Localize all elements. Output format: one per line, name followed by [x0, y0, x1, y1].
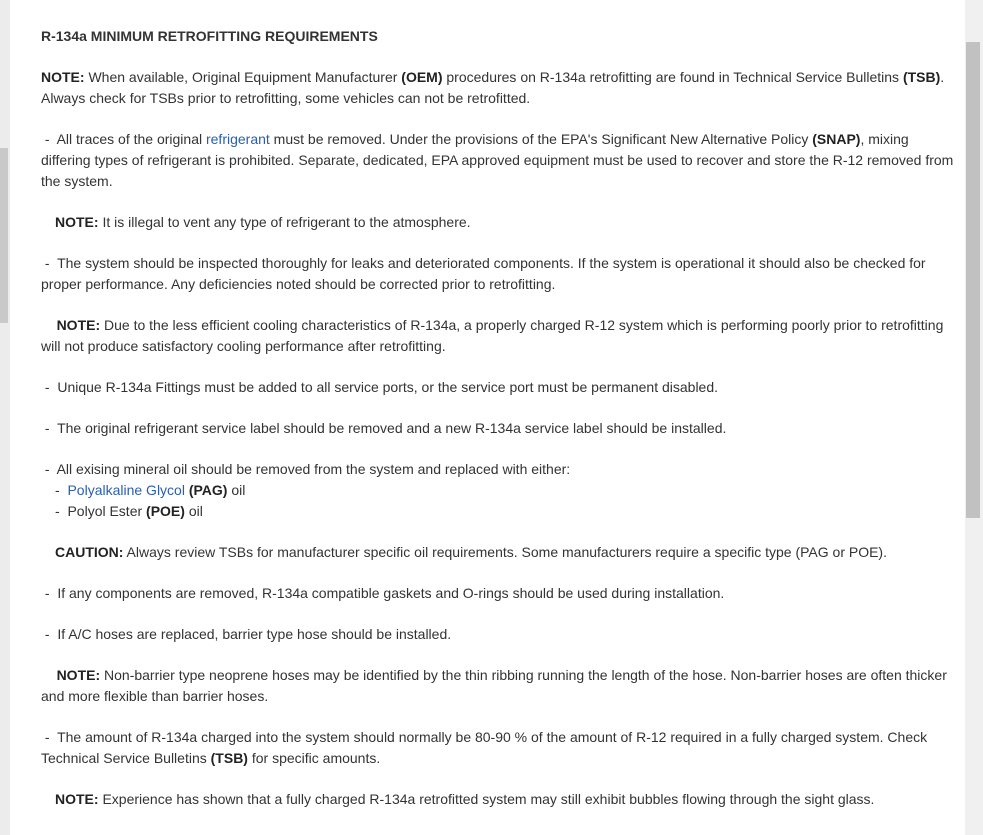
vertical-scrollbar[interactable]	[965, 0, 983, 835]
document-content	[41, 26, 956, 830]
polyalkaline-glycol-link[interactable]: Polyalkaline Glycol	[67, 482, 185, 498]
note-vent: NOTE: It is illegal to vent any type of refrigerant to the atmosphere.	[55, 214, 471, 230]
list-item-remove-refrigerant: - All traces of the original refrigerant must be removed. Under the provisions of the EPA's Significant New Alternative Policy (SNAP), mixing differing types of refrigerant is prohibited. Separate, dedicated, EPA approved equipment must be used to recover and store the R-12 removed from the system.	[41, 131, 954, 189]
list-item-charge: - The amount of R-134a charged into the system should normally be 80-90 % of the amount of R-12 required in a fully charged system. Check Technical Service Bulletins (TSB) for specific amounts.	[41, 729, 928, 766]
note-label: NOTE:	[56, 667, 101, 683]
page-title: R-134a MINIMUM RETROFITTING REQUIREMENTS	[41, 28, 378, 44]
refrigerant-link[interactable]: refrigerant	[205, 131, 270, 147]
list-item-fittings: - Unique R-134a Fittings must be added to all service ports, or the service port must be permanent disabled.	[44, 379, 719, 395]
note-label: NOTE:	[55, 214, 99, 230]
note-oem: NOTE: When available, Original Equipment Manufacturer (OEM) procedures on R-134a retrofitting are found in Technical Service Bulletins (TSB). Always check for TSBs prior to retrofitting, some vehicles can not be retrofitted.	[41, 69, 945, 106]
left-gutter	[0, 0, 10, 835]
note-hoses: NOTE: Non-barrier type neoprene hoses may be identified by the thin ribbing running the length of the hose. Non-barrier hoses are often thicker and more flexible than barrier hoses.	[41, 667, 947, 704]
note-sight-glass: NOTE: Experience has shown that a fully charged R-134a retrofitted system may still exhibit bubbles flowing through the sight glass.	[55, 791, 875, 807]
note-label: NOTE:	[41, 69, 85, 85]
caution-oil: CAUTION: Always review TSBs for manufacturer specific oil requirements. Some manufacturers require a specific type (PAG or POE).	[55, 544, 887, 560]
list-item-inspect: - The system should be inspected thoroughly for leaks and deteriorated components. If the system is operational it should also be checked for proper performance. Any deficiencies noted should be corrected prior to retrofitting.	[41, 255, 926, 292]
caution-label: CAUTION:	[55, 544, 124, 560]
list-item-hoses: - If A/C hoses are replaced, barrier type hose should be installed.	[44, 626, 452, 642]
note-label: NOTE:	[56, 317, 101, 333]
document-page	[10, 0, 965, 835]
note-cooling: NOTE: Due to the less efficient cooling characteristics of R-134a, a properly charged R-12 system which is performing poorly prior to retrofitting will not produce satisfactory cooling performance after retrofitting.	[41, 317, 944, 354]
list-item-label: - The original refrigerant service label should be removed and a new R-134a service label should be installed.	[44, 420, 727, 436]
list-item-oil: - All exising mineral oil should be removed from the system and replaced with either: - Polyalkaline Glycol (PAG) oil - Polyol Ester (POE) oil	[41, 459, 956, 522]
note-label: NOTE:	[55, 791, 99, 807]
list-item-gaskets: - If any components are removed, R-134a compatible gaskets and O-rings should be used during installation.	[44, 585, 725, 601]
sub-item-poe: - Polyol Ester (POE) oil	[55, 503, 203, 519]
sub-item-pag: - Polyalkaline Glycol (PAG) oil	[55, 482, 246, 498]
left-gutter-indicator	[0, 148, 8, 323]
scrollbar-thumb[interactable]	[966, 42, 980, 518]
